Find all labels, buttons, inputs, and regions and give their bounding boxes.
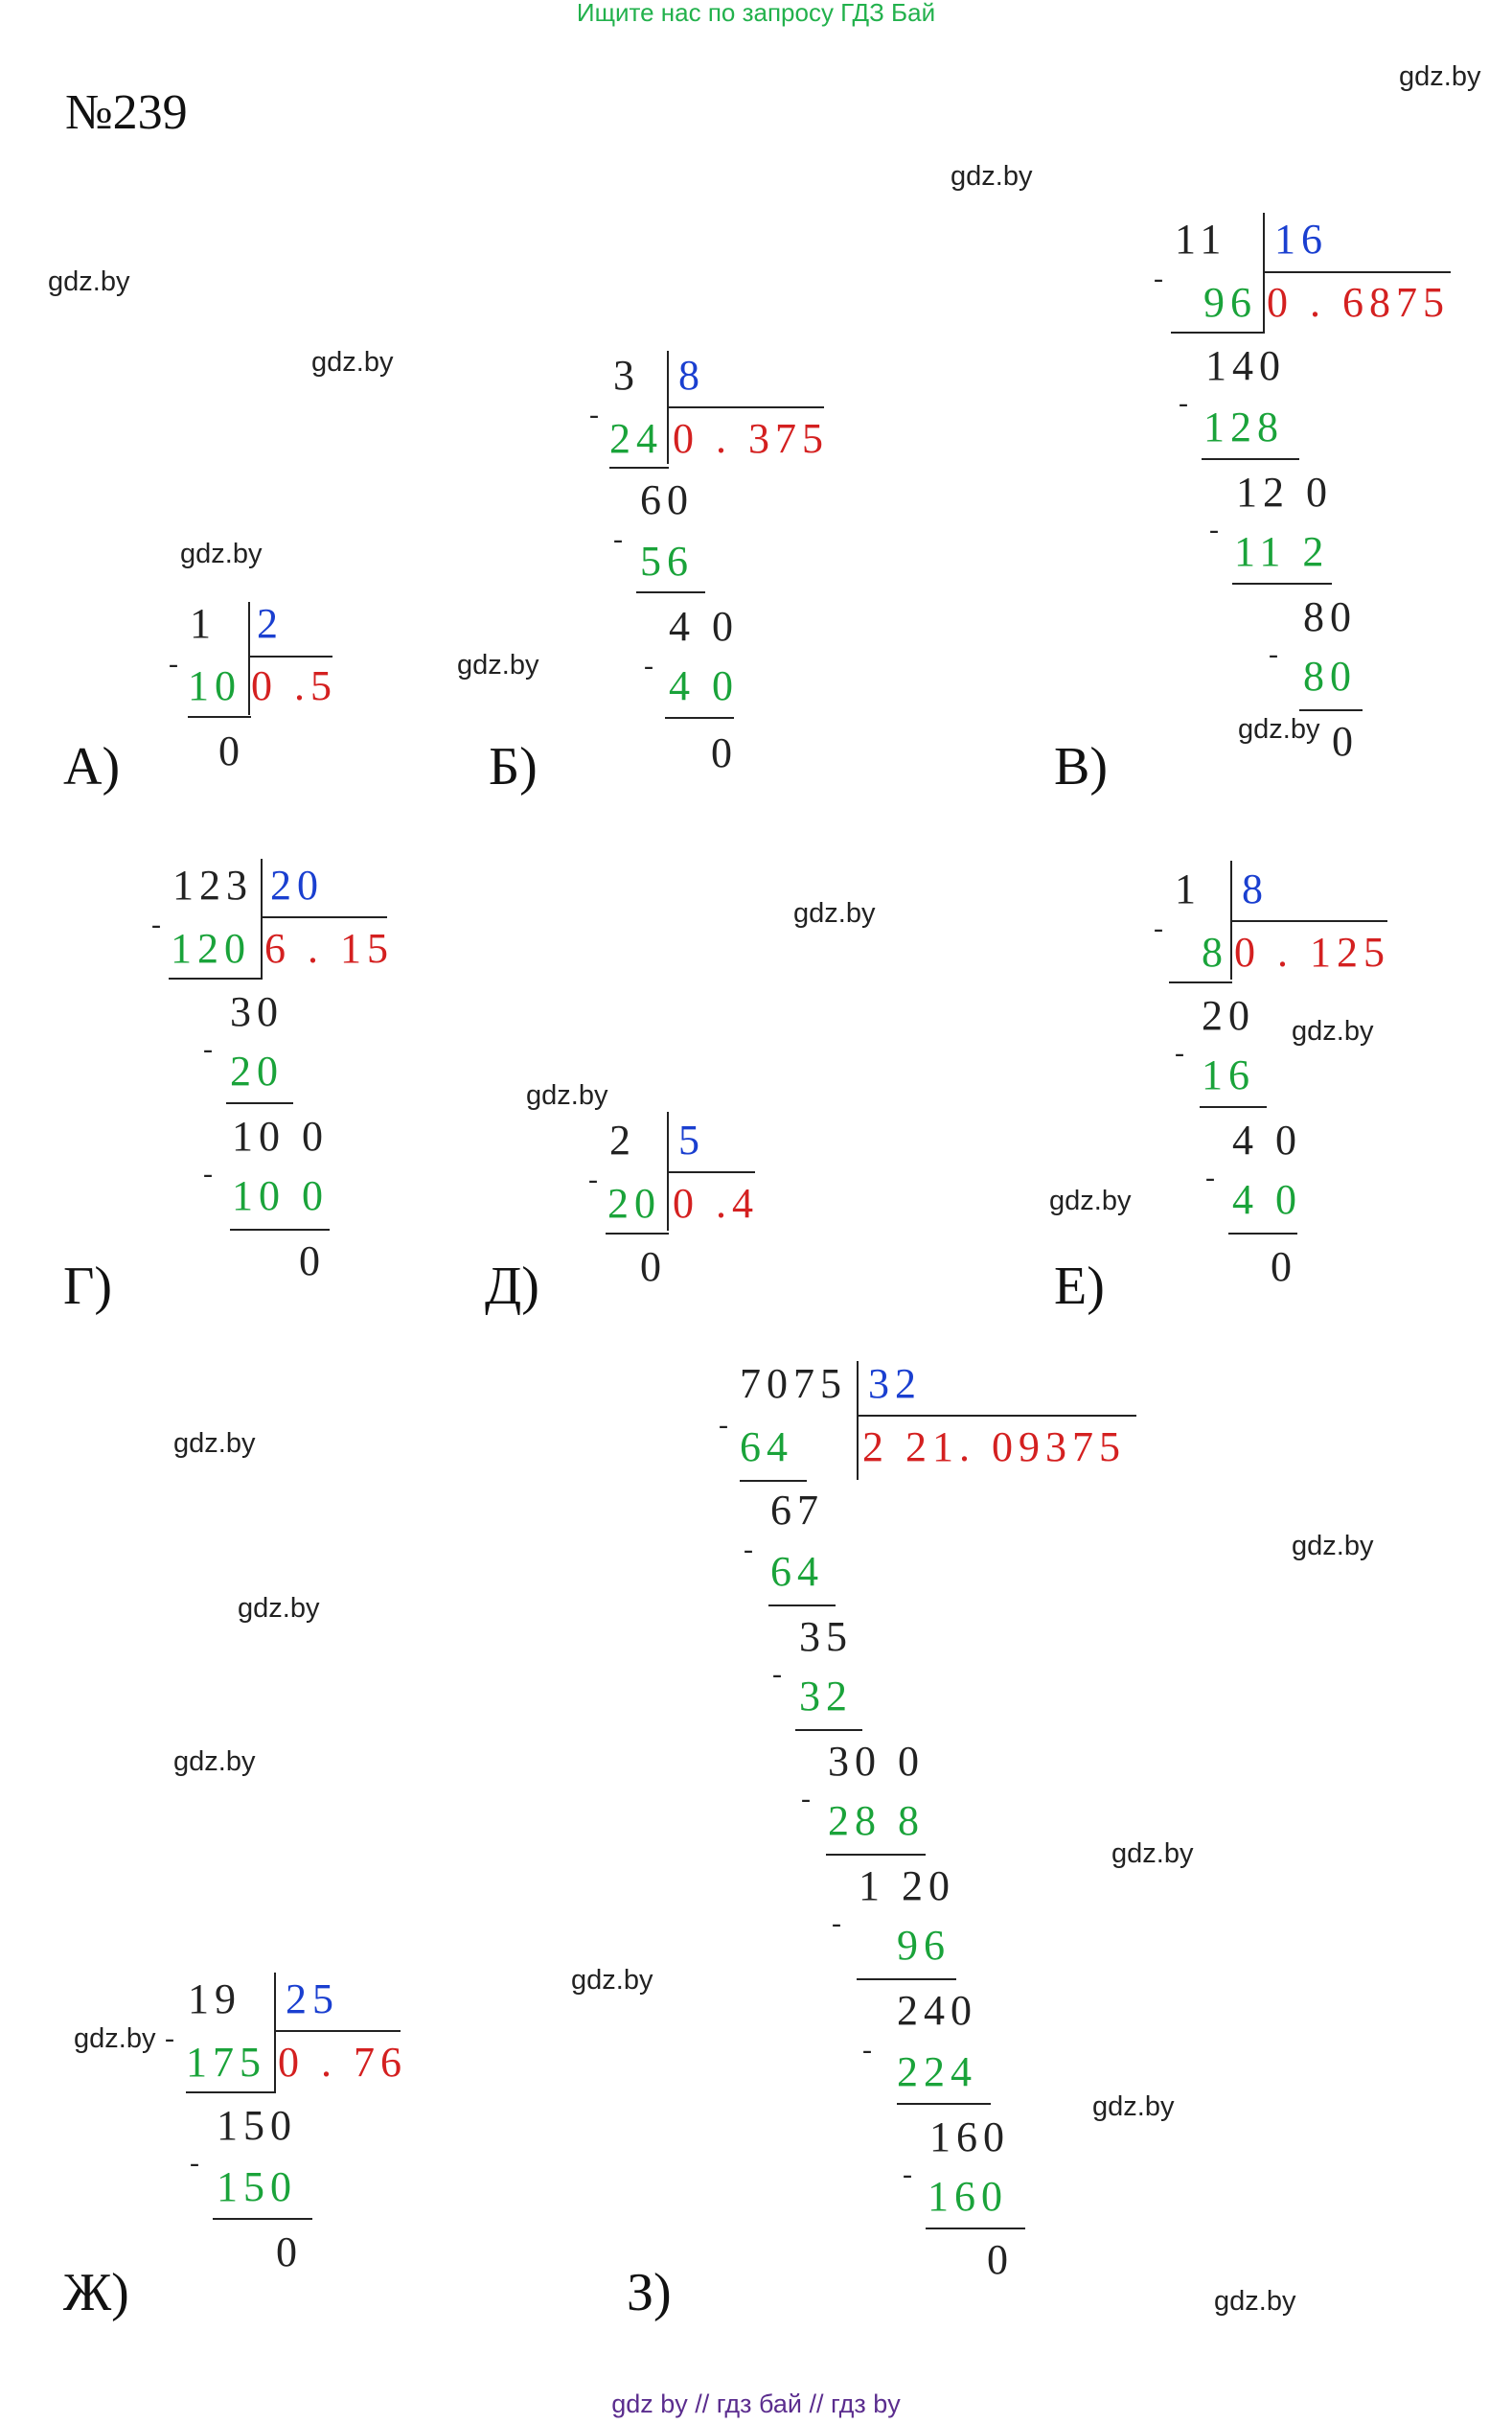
dividend: 1: [1175, 866, 1202, 912]
subtrahend: 8: [1202, 929, 1228, 976]
quotient: 0 . 375: [673, 415, 829, 462]
remainder: 0: [299, 1237, 326, 1284]
watermark: gdz.by: [74, 2023, 156, 2054]
label-z: З): [627, 2263, 672, 2322]
minus-sign: -: [1205, 1162, 1215, 1193]
minus-sign: -: [190, 2147, 199, 2179]
label-a: А): [63, 737, 121, 796]
minus-sign: -: [169, 648, 178, 680]
minus-sign: -: [1154, 912, 1163, 944]
dividend: 123: [172, 862, 253, 909]
dividend: 2: [609, 1117, 636, 1164]
remainder: 0: [711, 729, 738, 776]
watermark: gdz.by: [457, 650, 539, 681]
watermark: gdz.by: [180, 539, 263, 569]
remainder: 150: [217, 2102, 297, 2149]
subtrahend: 224: [897, 2048, 977, 2095]
minus-sign: -: [165, 2022, 174, 2054]
watermark: gdz.by: [1049, 1186, 1132, 1216]
remainder: 0: [218, 727, 245, 774]
minus-sign: -: [1179, 387, 1188, 419]
remainder: 10 0: [232, 1113, 329, 1160]
minus-sign: -: [801, 1783, 811, 1814]
watermark: gdz.by: [1214, 2286, 1296, 2317]
remainder: 60: [640, 476, 694, 523]
remainder: 1 20: [859, 1862, 955, 1909]
watermark: gdz.by: [311, 347, 394, 378]
remainder: 35: [799, 1613, 853, 1660]
remainder: 4 0: [1232, 1117, 1302, 1164]
minus-sign: -: [589, 399, 599, 430]
subtrahend: 160: [928, 2173, 1008, 2220]
subtrahend: 150: [217, 2163, 297, 2210]
divisor: 5: [678, 1117, 705, 1164]
divisor: 8: [678, 352, 705, 399]
remainder: 30: [230, 988, 284, 1035]
minus-sign: -: [1175, 1037, 1184, 1069]
footer-links[interactable]: gdz by // гдз бай // гдз by: [611, 2389, 901, 2418]
subtrahend: 96: [1203, 279, 1257, 326]
watermark: gdz.by: [1399, 61, 1481, 92]
quotient: 2 21. 09375: [862, 1423, 1126, 1470]
minus-sign: -: [719, 1409, 728, 1441]
divisor: 25: [286, 1975, 339, 2022]
remainder: 0: [987, 2236, 1014, 2283]
subtrahend: 96: [897, 1922, 951, 1969]
label-b: Б): [489, 737, 538, 796]
minus-sign: -: [832, 1907, 841, 1939]
watermark: gdz.by: [526, 1080, 608, 1111]
watermark: gdz.by: [48, 266, 130, 297]
watermark: gdz.by: [1292, 1531, 1374, 1561]
watermark: gdz.by: [793, 898, 876, 929]
quotient: 6 . 15: [264, 925, 394, 972]
search-banner[interactable]: Ищите нас по запросу ГДЗ Бай: [576, 0, 936, 27]
subtrahend: 128: [1203, 404, 1284, 450]
minus-sign: -: [151, 909, 161, 940]
subtrahend: 10 0: [232, 1172, 329, 1219]
subtrahend: 11 2: [1234, 528, 1330, 575]
remainder: 0: [1271, 1243, 1297, 1290]
remainder: 140: [1205, 342, 1286, 389]
minus-sign: -: [1269, 638, 1278, 670]
quotient: 0 . 125: [1234, 929, 1390, 976]
remainder: 12 0: [1236, 469, 1333, 516]
subtrahend: 4 0: [669, 662, 739, 709]
label-g: Г): [63, 1257, 113, 1316]
remainder: 240: [897, 1987, 977, 2034]
divisor: 2: [257, 600, 284, 647]
subtrahend: 4 0: [1232, 1176, 1302, 1223]
subtrahend: 28 8: [828, 1797, 925, 1844]
watermark: gdz.by: [1292, 1016, 1374, 1047]
minus-sign: -: [613, 523, 623, 555]
subtrahend: 64: [770, 1548, 824, 1595]
watermark: gdz.by: [951, 161, 1033, 192]
quotient: 0 .4: [673, 1180, 759, 1227]
minus-sign: -: [903, 2159, 912, 2190]
dividend: 11: [1175, 216, 1227, 263]
remainder: 30 0: [828, 1738, 925, 1785]
dividend: 19: [188, 1975, 241, 2022]
exercise-number: №239: [65, 85, 188, 140]
subtrahend: 20: [607, 1180, 661, 1227]
remainder: 160: [929, 2113, 1010, 2160]
minus-sign: -: [1154, 263, 1163, 294]
remainder: 0: [1332, 718, 1359, 765]
minus-sign: -: [203, 1033, 213, 1065]
minus-sign: -: [203, 1158, 213, 1189]
minus-sign: -: [862, 2034, 872, 2066]
subtrahend: 56: [640, 538, 694, 585]
remainder: 20: [1202, 992, 1255, 1039]
dividend: 3: [613, 352, 640, 399]
quotient: 0 .5: [251, 662, 337, 709]
remainder: 4 0: [669, 603, 739, 650]
subtrahend: 20: [230, 1048, 284, 1095]
subtrahend: 64: [740, 1423, 793, 1470]
watermark: gdz.by: [173, 1428, 256, 1459]
quotient: 0 . 6875: [1267, 279, 1450, 326]
minus-sign: -: [1209, 514, 1219, 545]
remainder: 0: [640, 1243, 667, 1290]
minus-sign: -: [588, 1164, 598, 1195]
remainder: 80: [1303, 593, 1357, 640]
watermark: gdz.by: [173, 1746, 256, 1777]
label-d: Д): [485, 1257, 539, 1316]
subtrahend: 120: [171, 925, 251, 972]
minus-sign: -: [772, 1658, 782, 1690]
subtrahend: 80: [1303, 653, 1357, 700]
watermark: gdz.by: [1111, 1838, 1194, 1869]
label-e: Е): [1054, 1257, 1105, 1316]
divisor: 20: [270, 862, 324, 909]
watermark: gdz.by: [1238, 714, 1320, 745]
subtrahend: 10: [188, 662, 241, 709]
minus-sign: -: [744, 1534, 753, 1565]
subtrahend: 175: [186, 2039, 266, 2086]
minus-sign: -: [644, 650, 653, 681]
watermark: gdz.by: [1092, 2091, 1175, 2122]
remainder: 0: [276, 2228, 303, 2275]
label-zh: Ж): [63, 2263, 129, 2322]
watermark: gdz.by: [571, 1965, 653, 1996]
divisor: 32: [868, 1360, 922, 1407]
dividend: 7075: [740, 1360, 847, 1407]
dividend: 1: [190, 600, 217, 647]
subtrahend: 16: [1202, 1051, 1255, 1098]
subtrahend: 24: [609, 415, 663, 462]
divisor: 16: [1274, 216, 1328, 263]
divisor: 8: [1242, 866, 1269, 912]
subtrahend: 32: [799, 1673, 853, 1720]
watermark: gdz.by: [238, 1593, 320, 1624]
quotient: 0 . 76: [278, 2039, 407, 2086]
label-v: В): [1054, 737, 1108, 796]
remainder: 67: [770, 1487, 824, 1534]
